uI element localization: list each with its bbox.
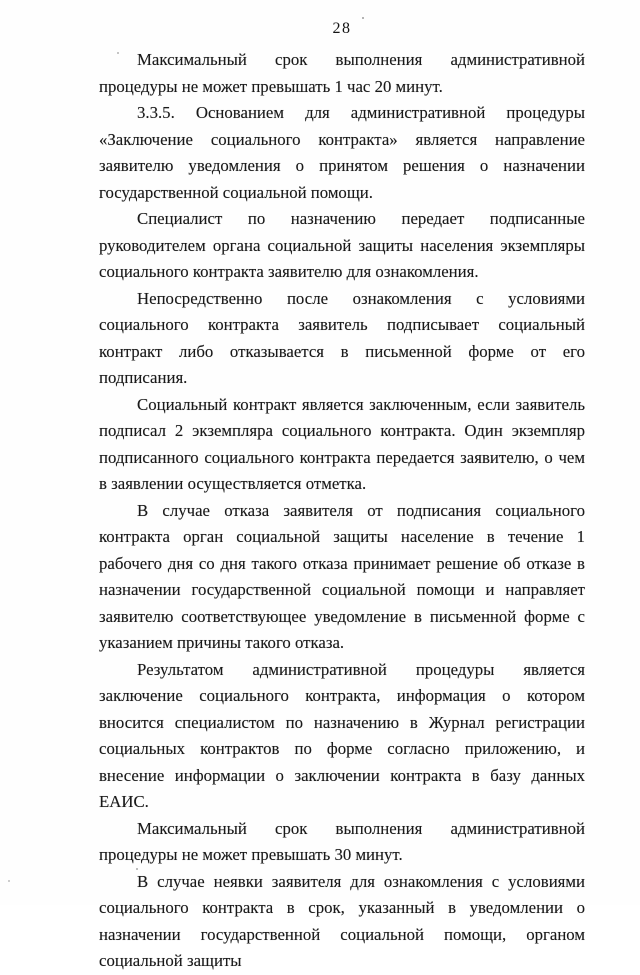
scan-speck — [136, 868, 138, 870]
paragraph-procedure-result: Результатом административной процедуры является заключение социального контракта, информация о котором вносится специалистом по назначению в Журнал регистрации социальных контрактов по форме согласно приложению, и внесение информации о заключении контракта в базу данных ЕАИС. — [99, 659, 585, 811]
paragraph-signing-after-review: Непосредственно после ознакомления с условиями социального контракта заявитель подписывает социальный контракт либо отказывается в письменной форме от его подписания. — [99, 288, 585, 387]
scan-speck — [8, 880, 10, 882]
paragraph-specialist-transfers: Специалист по назначению передает подписанные руководителем органа социальной защиты населения экземпляры социального контракта заявителю для ознакомления. — [99, 209, 585, 281]
paragraph-max-term-1h20m: Максимальный срок выполнения административной процедуры не может превышать 1 час 20 минут. — [99, 50, 585, 96]
scan-speck — [518, 247, 520, 249]
page-number: 28 — [332, 20, 352, 37]
document-body — [99, 47, 585, 975]
scan-speck — [117, 52, 119, 54]
paragraph-max-term-30min: Максимальный срок выполнения административной процедуры не может превышать 30 минут. — [99, 818, 585, 864]
paragraph-refusal-case: В случае отказа заявителя от подписания социального контракта орган социальной защиты население в течение 1 рабочего дня со дня такого отказа принимает решение об отказе в назначении государственной социальной помощи и направляет заявителю соответствующее уведомление в письменной форме с указанием причины такого отказа. — [99, 500, 585, 652]
paragraph-contract-concluded: Социальный контракт является заключенным, если заявитель подписал 2 экземпляра социального контракта. Один экземпляр подписанного социального контракта передается заявителю, о чем в заявлении осуществляется отметка. — [99, 394, 585, 493]
scan-speck — [362, 17, 364, 19]
paragraph-3-3-5-basis: 3.3.5. Основанием для административной процедуры «Заключение социального контракта» является направление заявителю уведомления о принятом решения о назначении государственной социальной помощи. — [99, 103, 585, 202]
paragraph-no-show-case: В случае неявки заявителя для ознакомления с условиями социального контракта в срок, указанный в уведомлении о назначении государственной социальной помощи, органом социальной защиты — [99, 871, 585, 970]
